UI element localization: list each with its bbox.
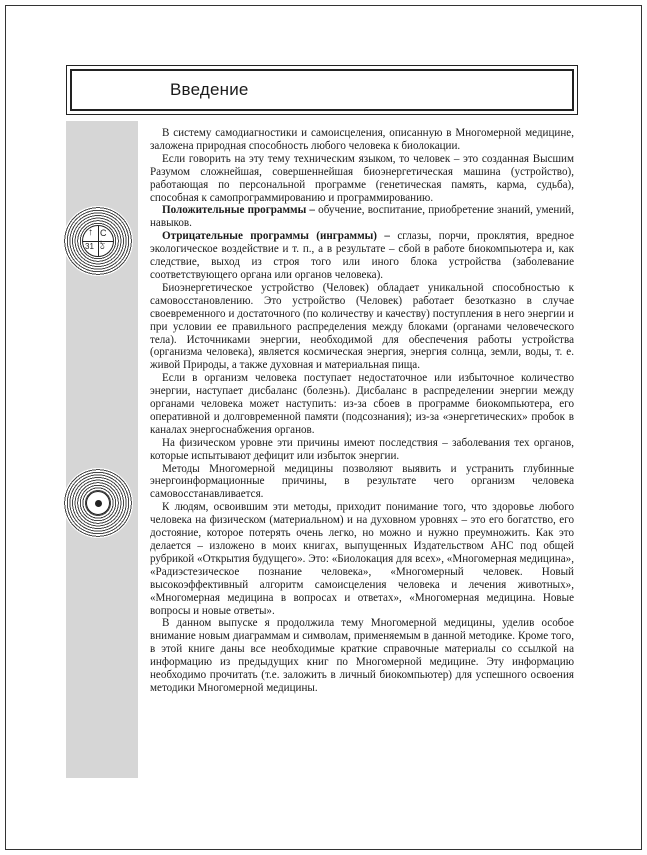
paragraph-text: Если говорить на эту тему техническим языком, то человек – это созданная Высшим Разумом сложнейшая, совершеннейшая биоэнергетическая машина (устройство), работающая по персональной программе (генетическая память, карма, судьба), способная к самопрограммированию и программированию. xyxy=(150,152,574,204)
paragraph-text: На физическом уровне эти причины имеют последствия – заболевания тех органов, которые испытывают дефицит или избыток энергии. xyxy=(150,436,574,462)
chapter-title: Введение xyxy=(170,80,249,99)
body-text xyxy=(150,127,574,695)
paragraph-text: В систему самодиагностики и самоисцеления, описанную в Многомерной медицине, заложена природная способность любого человека к биолокации. xyxy=(150,127,574,152)
paragraph-text: Если в организм человека поступает недостаточное или избыточное количество энергии, наступает дисбаланс (болезнь). Дисбаланс в распределении энергии между органами человека может наступить: из-за сбоев в программе биокомпьютера, его оперативной и долговременной памяти (подсознания); из-за «энергетических» пробок в каналах энергоснабжения органов. xyxy=(150,372,574,436)
center-dot-icon xyxy=(95,500,102,507)
paragraph xyxy=(150,230,574,282)
paragraph-text: К людям, освоившим эти методы, приходит понимание того, что здоровье любого человека на физическом (материальном) и на духовном уровнях – это его богатство, его достояние, которое потерять очень легко, но можно и нужно преумножить. Как это делается – изложено в моих книгах, выпущенных Издательством АНС под общей рубрикой «Открытия будущего». Это: «Биолокация для всех», «Многомерная медицина», «Радиэстезическое познание человека», «Многомерный человек. Новый высокоэффективный алгоритм самоисцеления человека и лечения животных», «Многомерная медицина в вопросах и ответах», «Многомерная медицина. Новые вопросы и новые ответы». xyxy=(150,501,574,617)
paragraph-text: Методы Многомерной медицины позволяют выявить и устранить глубинные энергоинформационные причины, в результате чего организм человека самовосстанавливается. xyxy=(150,462,574,501)
paragraph xyxy=(150,617,574,694)
paragraph xyxy=(150,127,574,153)
chapter-title-inner xyxy=(70,69,574,111)
book-page xyxy=(5,5,642,850)
emblem-letter-c: С xyxy=(100,228,107,238)
paragraph-text: Биоэнергетическое устройство (Человек) обладает уникальной способностью к самовосстановлению. Это устройство (Человек) работает безотказно в случае своевременного и достаточного (по количеству и качеству) поступления в него энергии и при условии ее правильного распределения между блоками (органами человеческого тела). Источниками энергии, необходимой для обеспечения работы устройства (организма человека), является космическая энергия, энергия солнца, земли, воды, т. е. живой Природы, а также духовная и материальная пища. xyxy=(150,281,574,372)
symbol-emblem-bottom xyxy=(63,468,133,538)
paragraph xyxy=(150,501,574,617)
paragraph xyxy=(150,153,574,205)
emblem-number: 31 xyxy=(85,242,94,251)
paragraph-text: обучение, воспитание, приобретение знаний, умений, навыков. xyxy=(150,204,574,230)
paragraph-bold-lead: Положительные программы – xyxy=(162,204,315,217)
chapter-title-frame xyxy=(66,65,578,115)
arrow-up-icon: ↑ xyxy=(88,227,93,238)
emblem-quadrant-circle xyxy=(82,225,114,257)
paragraph-text: В данном выпуске я продолжила тему Многомерной медицины, уделив особое внимание новым диаграммам и символам, применяемым в данной методике. Кроме того, в этой книге даны все необходимые краткие справочные материалы со ссылкой на информацию из предыдущих книг по Многомерной медицине. Эту информацию необходимо прочитать (т.е. заложить в личный биокомпьютер) для успешного освоения методики Многомерной медицины. xyxy=(150,617,574,694)
paragraph-text: сглазы, порчи, проклятия, вредное экологическое воздействие и т. п., а в результате – сбой в работе биокомпьютера и, как следствие, выход из строя того или иного блока устройства (заболевание соответствующего органа или органов человека). xyxy=(150,230,574,281)
symbol-emblem-top xyxy=(63,206,133,276)
emblem-dot-circle xyxy=(86,491,110,515)
paragraph xyxy=(150,282,574,372)
paragraph xyxy=(150,437,574,463)
paragraph xyxy=(150,372,574,437)
paragraph-bold-lead: Отрицательные программы (инграммы) – xyxy=(162,230,390,243)
paragraph xyxy=(150,204,574,230)
emblem-glyph: ঠ xyxy=(100,241,105,251)
paragraph xyxy=(150,463,574,502)
